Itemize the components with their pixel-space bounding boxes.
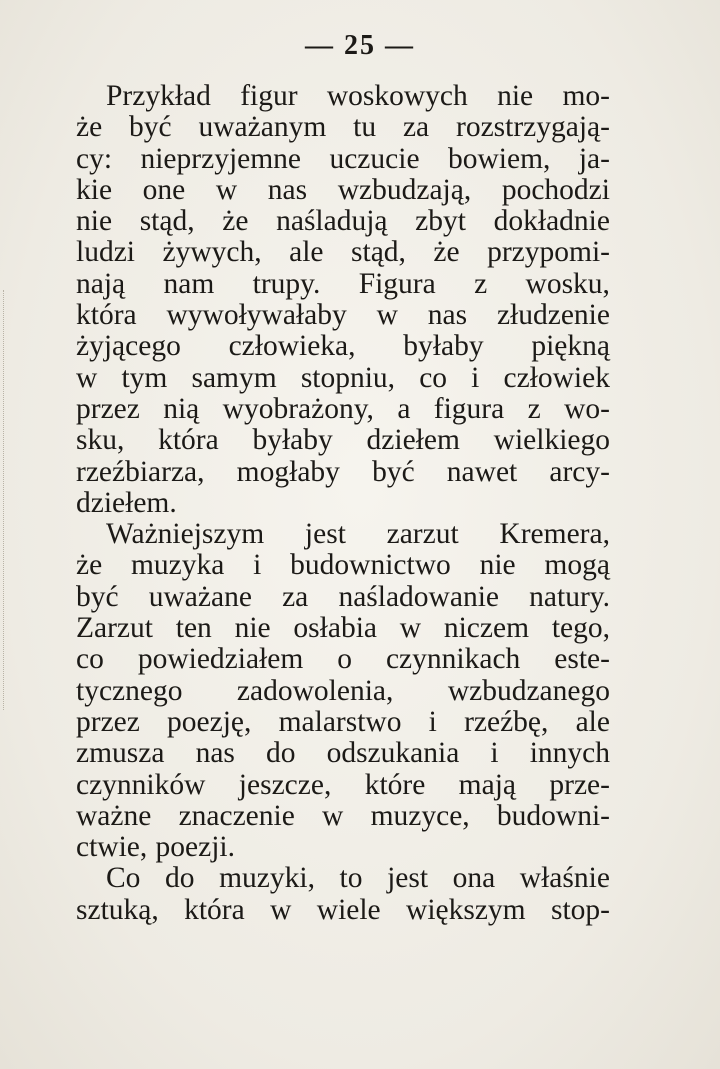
text-line: żyjącego człowieka, byłaby piękną (76, 330, 610, 363)
text-line: Ważniejszym jest zarzut Kremera, (106, 518, 610, 551)
text-line: Co do muzyki, to jest ona właśnie (106, 862, 610, 895)
text-line: przez nią wyobrażony, a figura z wo- (76, 392, 610, 425)
text-line: ludzi żywych, ale stąd, że przypomi- (76, 236, 610, 269)
text-line: sztuką, która w wiele większym stop- (76, 893, 610, 926)
text-line: że być uważanym tu za rozstrzygają- (76, 111, 610, 144)
text-line: kie one w nas wzbudzają, pochodzi (76, 173, 610, 206)
page-edge-mark (3, 290, 6, 710)
text-line: nie stąd, że naśladują zbyt dokładnie (76, 205, 610, 238)
page-number: — 25 — (305, 30, 415, 61)
text-line: czynników jeszcze, które mają prze- (76, 768, 610, 801)
text-line: co powiedziałem o czynnikach este- (76, 643, 610, 676)
text-line: Przykład figur woskowych nie mo- (106, 80, 610, 112)
text-line: w tym samym stopniu, co i człowiek (76, 361, 610, 394)
text-line: dziełem. (76, 486, 177, 519)
text-line: być uważane za naśladowanie natury. (76, 580, 610, 613)
text-line: że muzyka i budownictwo nie mogą (76, 549, 610, 582)
text-line: sku, która byłaby dziełem wielkiego (76, 424, 610, 457)
text-line: tycznego zadowolenia, wzbudzanego (76, 674, 610, 707)
text-line: rzeźbiarza, mogłaby być nawet arcy- (76, 455, 610, 488)
text-line: która wywoływałaby w nas złudzenie (76, 299, 610, 332)
text-line: ctwie, poezji. (76, 831, 235, 864)
body-text (76, 81, 610, 926)
text-line: nają nam trupy. Figura z wosku, (76, 267, 610, 300)
text-line: cy: nieprzyjemne uczucie bowiem, ja- (76, 142, 610, 175)
text-line: ważne znaczenie w muzyce, budowni- (76, 799, 610, 832)
text-line: przez poezję, malarstwo i rzeźbę, ale (76, 705, 610, 738)
text-line: zmusza nas do odszukania i innych (76, 737, 610, 770)
text-line: Zarzut ten nie osłabia w niczem tego, (76, 612, 610, 645)
